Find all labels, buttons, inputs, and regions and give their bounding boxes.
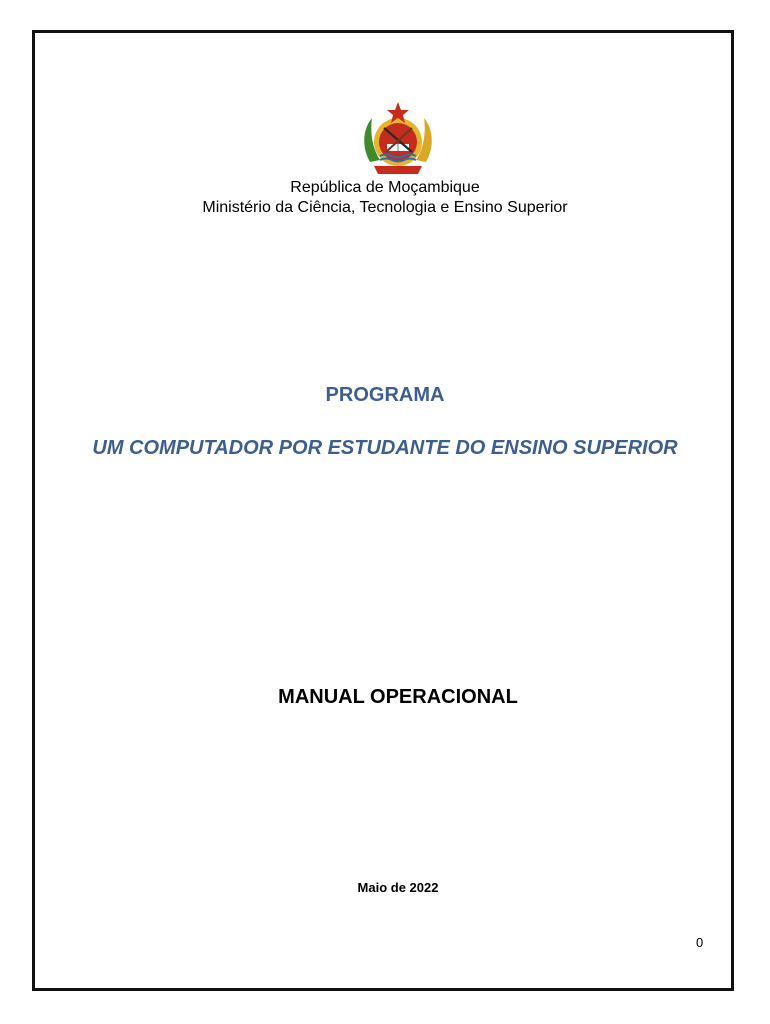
document-date: Maio de 2022 — [357, 880, 439, 895]
page-number: 0 — [696, 935, 704, 950]
coat-of-arms-icon — [358, 100, 438, 180]
program-label: PROGRAMA — [325, 384, 445, 406]
republic-name: República de Moçambique — [290, 179, 480, 196]
program-title: UM COMPUTADOR POR ESTUDANTE DO ENSINO SUPERIOR — [92, 437, 678, 459]
document-title: MANUAL OPERACIONAL — [278, 686, 518, 708]
ministry-name: Ministério da Ciência, Tecnologia e Ensino Superior — [202, 199, 568, 216]
